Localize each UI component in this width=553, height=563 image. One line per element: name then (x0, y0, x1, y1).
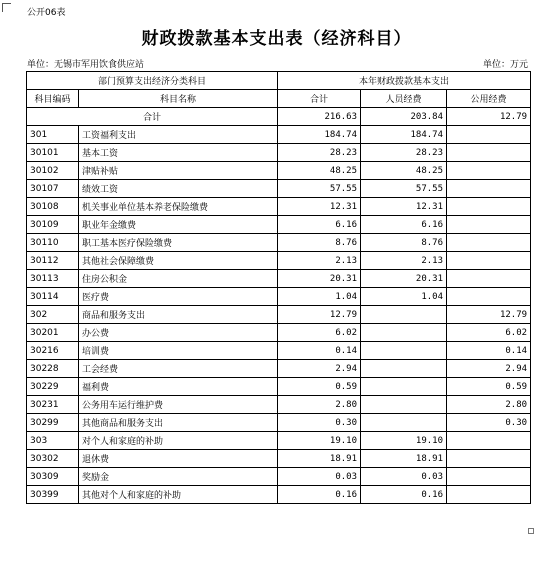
row-code: 30229 (27, 378, 79, 396)
row-personnel: 18.91 (361, 450, 447, 468)
unit-organization: 单位：无锡市军用饮食供应站 (27, 60, 145, 70)
row-code: 301 (27, 126, 79, 144)
row-public: 0.59 (447, 378, 531, 396)
row-name: 津贴补贴 (79, 162, 278, 180)
row-name: 奖励金 (79, 468, 278, 486)
row-name: 公务用车运行维护费 (79, 396, 278, 414)
row-personnel (361, 414, 447, 432)
row-total: 12.31 (278, 198, 361, 216)
row-code: 30112 (27, 252, 79, 270)
table-row (27, 414, 531, 432)
total-amount: 216.63 (278, 108, 361, 126)
table-row (27, 324, 531, 342)
table-row (27, 396, 531, 414)
row-personnel (361, 360, 447, 378)
row-personnel (361, 306, 447, 324)
row-name: 绩效工资 (79, 180, 278, 198)
row-name: 退休费 (79, 450, 278, 468)
table-row (27, 216, 531, 234)
row-name: 其他对个人和家庭的补助 (79, 486, 278, 504)
row-name: 职工基本医疗保险缴费 (79, 234, 278, 252)
row-total: 48.25 (278, 162, 361, 180)
header-public: 公用经费 (447, 90, 531, 108)
total-row (27, 108, 531, 126)
row-total: 8.76 (278, 234, 361, 252)
row-personnel: 28.23 (361, 144, 447, 162)
table-row (27, 378, 531, 396)
header-total: 合计 (278, 90, 361, 108)
end-mark (528, 528, 534, 534)
row-code: 30216 (27, 342, 79, 360)
header-name: 科目名称 (79, 90, 278, 108)
row-total: 19.10 (278, 432, 361, 450)
row-code: 30302 (27, 450, 79, 468)
row-code: 30231 (27, 396, 79, 414)
row-public (447, 468, 531, 486)
header-row (27, 90, 531, 108)
row-personnel: 184.74 (361, 126, 447, 144)
row-public (447, 126, 531, 144)
row-personnel (361, 342, 447, 360)
row-code: 303 (27, 432, 79, 450)
row-code: 30109 (27, 216, 79, 234)
row-public: 2.80 (447, 396, 531, 414)
expenditure-table (26, 71, 531, 504)
row-total: 20.31 (278, 270, 361, 288)
row-public: 0.30 (447, 414, 531, 432)
row-name: 培训费 (79, 342, 278, 360)
row-public: 0.14 (447, 342, 531, 360)
row-personnel: 0.03 (361, 468, 447, 486)
row-personnel (361, 396, 447, 414)
table-row (27, 450, 531, 468)
row-name: 工会经费 (79, 360, 278, 378)
row-code: 30113 (27, 270, 79, 288)
row-name: 医疗费 (79, 288, 278, 306)
row-personnel: 19.10 (361, 432, 447, 450)
row-total: 0.59 (278, 378, 361, 396)
table-row (27, 486, 531, 504)
header-group-right: 本年财政拨款基本支出 (278, 72, 531, 90)
row-personnel (361, 378, 447, 396)
table-row (27, 306, 531, 324)
row-public: 12.79 (447, 306, 531, 324)
row-total: 184.74 (278, 126, 361, 144)
row-personnel: 0.16 (361, 486, 447, 504)
row-public (447, 450, 531, 468)
table-row (27, 360, 531, 378)
row-personnel: 8.76 (361, 234, 447, 252)
row-public: 6.02 (447, 324, 531, 342)
row-code: 30110 (27, 234, 79, 252)
row-name: 办公费 (79, 324, 278, 342)
row-total: 12.79 (278, 306, 361, 324)
row-code: 302 (27, 306, 79, 324)
row-public (447, 180, 531, 198)
row-total: 0.03 (278, 468, 361, 486)
row-code: 30309 (27, 468, 79, 486)
table-row (27, 342, 531, 360)
table-row (27, 126, 531, 144)
row-public (447, 432, 531, 450)
row-public (447, 270, 531, 288)
table-row (27, 234, 531, 252)
row-name: 工资福利支出 (79, 126, 278, 144)
row-name: 商品和服务支出 (79, 306, 278, 324)
page-title: 财政拨款基本支出表（经济科目） (141, 29, 412, 49)
table-row (27, 198, 531, 216)
header-code: 科目编码 (27, 90, 79, 108)
row-name: 福利费 (79, 378, 278, 396)
table-row (27, 144, 531, 162)
table-row (27, 162, 531, 180)
row-personnel: 20.31 (361, 270, 447, 288)
header-group-row (27, 72, 531, 90)
row-code: 30107 (27, 180, 79, 198)
row-public (447, 144, 531, 162)
row-public (447, 234, 531, 252)
row-total: 2.94 (278, 360, 361, 378)
row-total: 6.16 (278, 216, 361, 234)
header-personnel: 人员经费 (361, 90, 447, 108)
row-code: 30201 (27, 324, 79, 342)
row-total: 6.02 (278, 324, 361, 342)
row-public (447, 486, 531, 504)
row-name: 其他商品和服务支出 (79, 414, 278, 432)
row-public (447, 162, 531, 180)
row-code: 30108 (27, 198, 79, 216)
row-total: 2.13 (278, 252, 361, 270)
row-code: 30101 (27, 144, 79, 162)
row-total: 0.16 (278, 486, 361, 504)
corner-mark (2, 3, 11, 12)
table-row (27, 270, 531, 288)
header-group-left: 部门预算支出经济分类科目 (27, 72, 278, 90)
row-name: 机关事业单位基本养老保险缴费 (79, 198, 278, 216)
row-name: 住房公积金 (79, 270, 278, 288)
table-row (27, 252, 531, 270)
row-code: 30299 (27, 414, 79, 432)
row-code: 30114 (27, 288, 79, 306)
row-public (447, 252, 531, 270)
row-name: 其他社会保障缴费 (79, 252, 278, 270)
row-total: 0.30 (278, 414, 361, 432)
row-personnel: 1.04 (361, 288, 447, 306)
row-total: 57.55 (278, 180, 361, 198)
row-personnel (361, 324, 447, 342)
row-public (447, 198, 531, 216)
row-code: 30102 (27, 162, 79, 180)
row-code: 30228 (27, 360, 79, 378)
row-total: 18.91 (278, 450, 361, 468)
row-personnel: 57.55 (361, 180, 447, 198)
form-number: 公开06表 (27, 8, 66, 18)
row-total: 1.04 (278, 288, 361, 306)
row-personnel: 48.25 (361, 162, 447, 180)
total-public: 12.79 (447, 108, 531, 126)
row-total: 0.14 (278, 342, 361, 360)
row-personnel: 12.31 (361, 198, 447, 216)
row-name: 职业年金缴费 (79, 216, 278, 234)
table-row (27, 180, 531, 198)
unit-money: 单位：万元 (482, 60, 528, 70)
row-name: 对个人和家庭的补助 (79, 432, 278, 450)
row-public (447, 288, 531, 306)
table-row (27, 468, 531, 486)
row-personnel: 6.16 (361, 216, 447, 234)
row-public: 2.94 (447, 360, 531, 378)
row-code: 30399 (27, 486, 79, 504)
row-total: 2.80 (278, 396, 361, 414)
row-total: 28.23 (278, 144, 361, 162)
row-name: 基本工资 (79, 144, 278, 162)
total-label: 合计 (27, 108, 278, 126)
row-personnel: 2.13 (361, 252, 447, 270)
total-personnel: 203.84 (361, 108, 447, 126)
table-row (27, 432, 531, 450)
table-row (27, 288, 531, 306)
row-public (447, 216, 531, 234)
